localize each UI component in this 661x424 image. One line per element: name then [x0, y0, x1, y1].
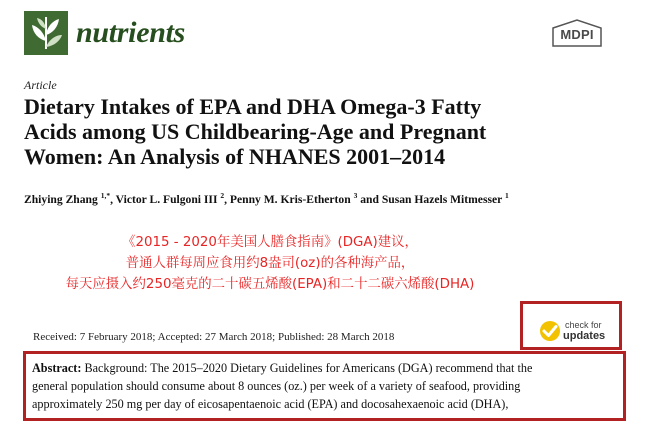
check-updates-icon[interactable] — [539, 320, 561, 342]
journal-name: nutrients — [76, 16, 186, 49]
updates-label[interactable]: updates — [563, 330, 606, 342]
journal-logo-icon — [24, 11, 68, 55]
title-line: Women: An Analysis of NHANES 2001–2014 — [24, 144, 446, 169]
author-affiliation: 2 — [220, 191, 225, 200]
author-affiliation: 1 — [504, 191, 509, 200]
article-title — [24, 94, 624, 169]
publication-dates: Received: 7 February 2018; Accepted: 27 March 2018; Published: 28 March 2018 — [33, 331, 395, 343]
check-for-label[interactable]: check for — [565, 320, 602, 330]
author-separator: , — [110, 192, 116, 206]
title-line: Acids among US Childbearing-Age and Pregnant — [24, 119, 487, 144]
abstract-text — [32, 359, 622, 415]
publisher-name: MDPI — [560, 27, 594, 42]
author-list — [24, 191, 509, 206]
author-name[interactable]: Victor L. Fulgoni III — [115, 192, 218, 206]
author-affiliation: 3 — [353, 191, 358, 200]
article-type: Article — [24, 78, 57, 92]
chinese-annotation — [0, 232, 540, 295]
annotation-line: 每天应摄入约250毫克的二十碳五烯酸(EPA)和二十二碳六烯酸(DHA) — [65, 277, 475, 292]
annotation-line: 《2015 - 2020年美国人膳食指南》(DGA)建议， — [122, 235, 418, 250]
author-separator: and — [357, 192, 382, 206]
title-line: Dietary Intakes of EPA and DHA Omega-3 Fatty — [24, 94, 482, 119]
abstract-line-text: Background: The 2015–2020 Dietary Guidelines for Americans (DGA) recommend that the — [81, 361, 533, 375]
abstract-line: general population should consume about 8 ounces (oz.) per week of a variety of seafood, providing — [32, 379, 521, 393]
abstract-line: approximately 250 mg per day of eicosapentaenoic acid (EPA) and docosahexaenoic acid (DHA), — [32, 397, 509, 411]
abstract-label: Abstract: — [32, 361, 82, 375]
author-affiliation: 1,* — [100, 191, 111, 200]
author-name[interactable]: Penny M. Kris-Etherton — [229, 192, 351, 206]
author-name[interactable]: Zhiying Zhang — [24, 192, 98, 206]
author-name[interactable]: Susan Hazels Mitmesser — [381, 192, 503, 206]
author-separator: , — [224, 192, 230, 206]
abstract-line — [32, 359, 622, 377]
annotation-line: 普通人群每周应食用约8盎司(oz)的各种海产品， — [125, 256, 415, 271]
